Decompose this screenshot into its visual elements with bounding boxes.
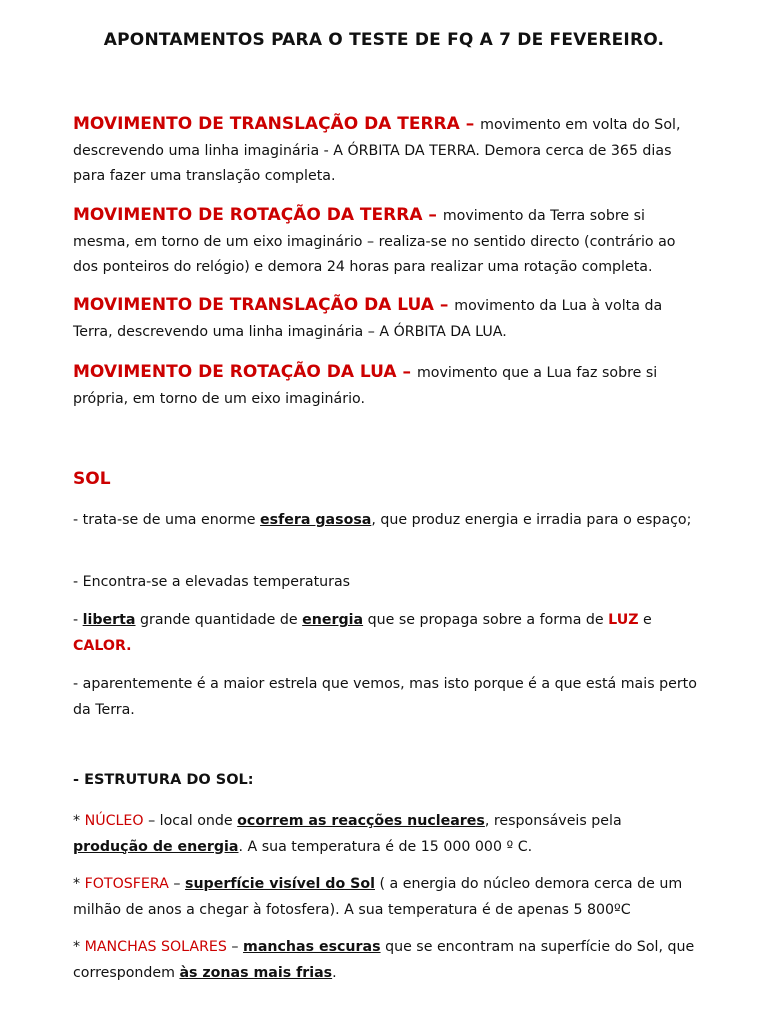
red-keyword: CALOR. <box>73 637 132 654</box>
emphasis: energia <box>302 612 364 628</box>
text: . A sua temperatura é de 15 000 000 º C. <box>238 838 533 855</box>
term-name: MANCHAS SOLARES <box>84 939 227 955</box>
sol-item-2 <box>73 570 698 596</box>
bullet-star: * <box>73 813 85 829</box>
section-text: movimento em volta do Sol, descrevendo uma linha imaginária - A ÓRBITA DA TERRA. Demora cerca de 365 dias para fazer uma translação completa. <box>73 117 681 184</box>
section-heading: MOVIMENTO DE TRANSLAÇÃO DA LUA – <box>73 295 455 315</box>
section-rotacao-terra <box>73 203 698 281</box>
estrutura-heading-text: - ESTRUTURA DO SOL: <box>73 772 254 788</box>
section-heading: MOVIMENTO DE ROTAÇÃO DA TERRA – <box>73 205 443 225</box>
text: , responsáveis pela <box>484 813 622 829</box>
sol-item-3 <box>73 608 698 659</box>
title-text: APONTAMENTOS PARA O TESTE DE FQ A 7 DE FEVEREIRO <box>103 30 658 50</box>
sol-heading <box>73 467 698 494</box>
text: e <box>638 612 652 628</box>
section-translacao-terra <box>73 112 698 190</box>
sol-item-1 <box>73 508 698 534</box>
emphasis: produção de energia <box>73 838 239 855</box>
emphasis: às zonas mais frias <box>179 964 333 981</box>
text: – local onde <box>143 813 238 829</box>
section-heading: MOVIMENTO DE TRANSLAÇÃO DA TERRA – <box>73 114 481 134</box>
text: grande quantidade de <box>135 612 303 628</box>
title-dot: . <box>657 30 665 50</box>
text: - Encontra-se a elevadas temperaturas <box>73 574 351 590</box>
text: - trata-se de uma enorme <box>73 512 261 528</box>
section-heading: MOVIMENTO DE ROTAÇÃO DA LUA – <box>73 362 417 382</box>
text: , que produz energia e irradia para o espaço; <box>371 512 692 528</box>
text: - <box>73 612 83 628</box>
estrutura-manchas <box>73 935 698 986</box>
emphasis: ocorrem as reacções nucleares <box>237 813 485 829</box>
emphasis: liberta <box>82 612 136 628</box>
term-name: FOTOSFERA <box>84 876 169 892</box>
text: – <box>226 939 244 955</box>
sol-item-4 <box>73 672 698 723</box>
red-keyword: LUZ <box>608 612 639 628</box>
term-name: NÚCLEO <box>84 813 144 829</box>
bullet-star: * <box>73 939 85 955</box>
text: - aparentemente é a maior estrela que vemos, mas isto porque é a que está mais perto da Terra. <box>73 676 697 718</box>
text: que se propaga sobre a forma de <box>363 612 609 628</box>
text: ( a energia do núcleo demora cerca de um milhão de anos a chegar à fotosfera). A sua temperatura é de apenas 5 800ºC <box>73 876 683 918</box>
document-title <box>0 30 768 50</box>
emphasis: superfície visível do Sol <box>185 876 375 892</box>
text: que se encontram na superfície do Sol, que correspondem <box>73 939 695 981</box>
section-text: movimento da Terra sobre si mesma, em torno de um eixo imaginário – realiza-se no sentido directo (contrário ao dos ponteiros do relógio) e demora 24 horas para realizar uma rotação completa. <box>73 208 676 275</box>
text: – <box>168 876 186 892</box>
section-rotacao-lua <box>73 360 698 412</box>
bullet-star: * <box>73 876 85 892</box>
text: . <box>332 964 337 981</box>
sol-heading-text: SOL <box>73 469 111 489</box>
section-text: movimento que a Lua faz sobre si própria, em torno de um eixo imaginário. <box>73 365 658 407</box>
estrutura-heading <box>73 768 698 794</box>
estrutura-fotosfera <box>73 872 698 923</box>
estrutura-nucleo <box>73 809 698 860</box>
section-text: movimento da Lua à volta da Terra, descrevendo uma linha imaginária – A ÓRBITA DA LUA. <box>73 298 663 340</box>
emphasis: esfera gasosa <box>260 512 372 528</box>
emphasis: manchas escuras <box>243 939 381 955</box>
section-translacao-lua <box>73 293 698 345</box>
